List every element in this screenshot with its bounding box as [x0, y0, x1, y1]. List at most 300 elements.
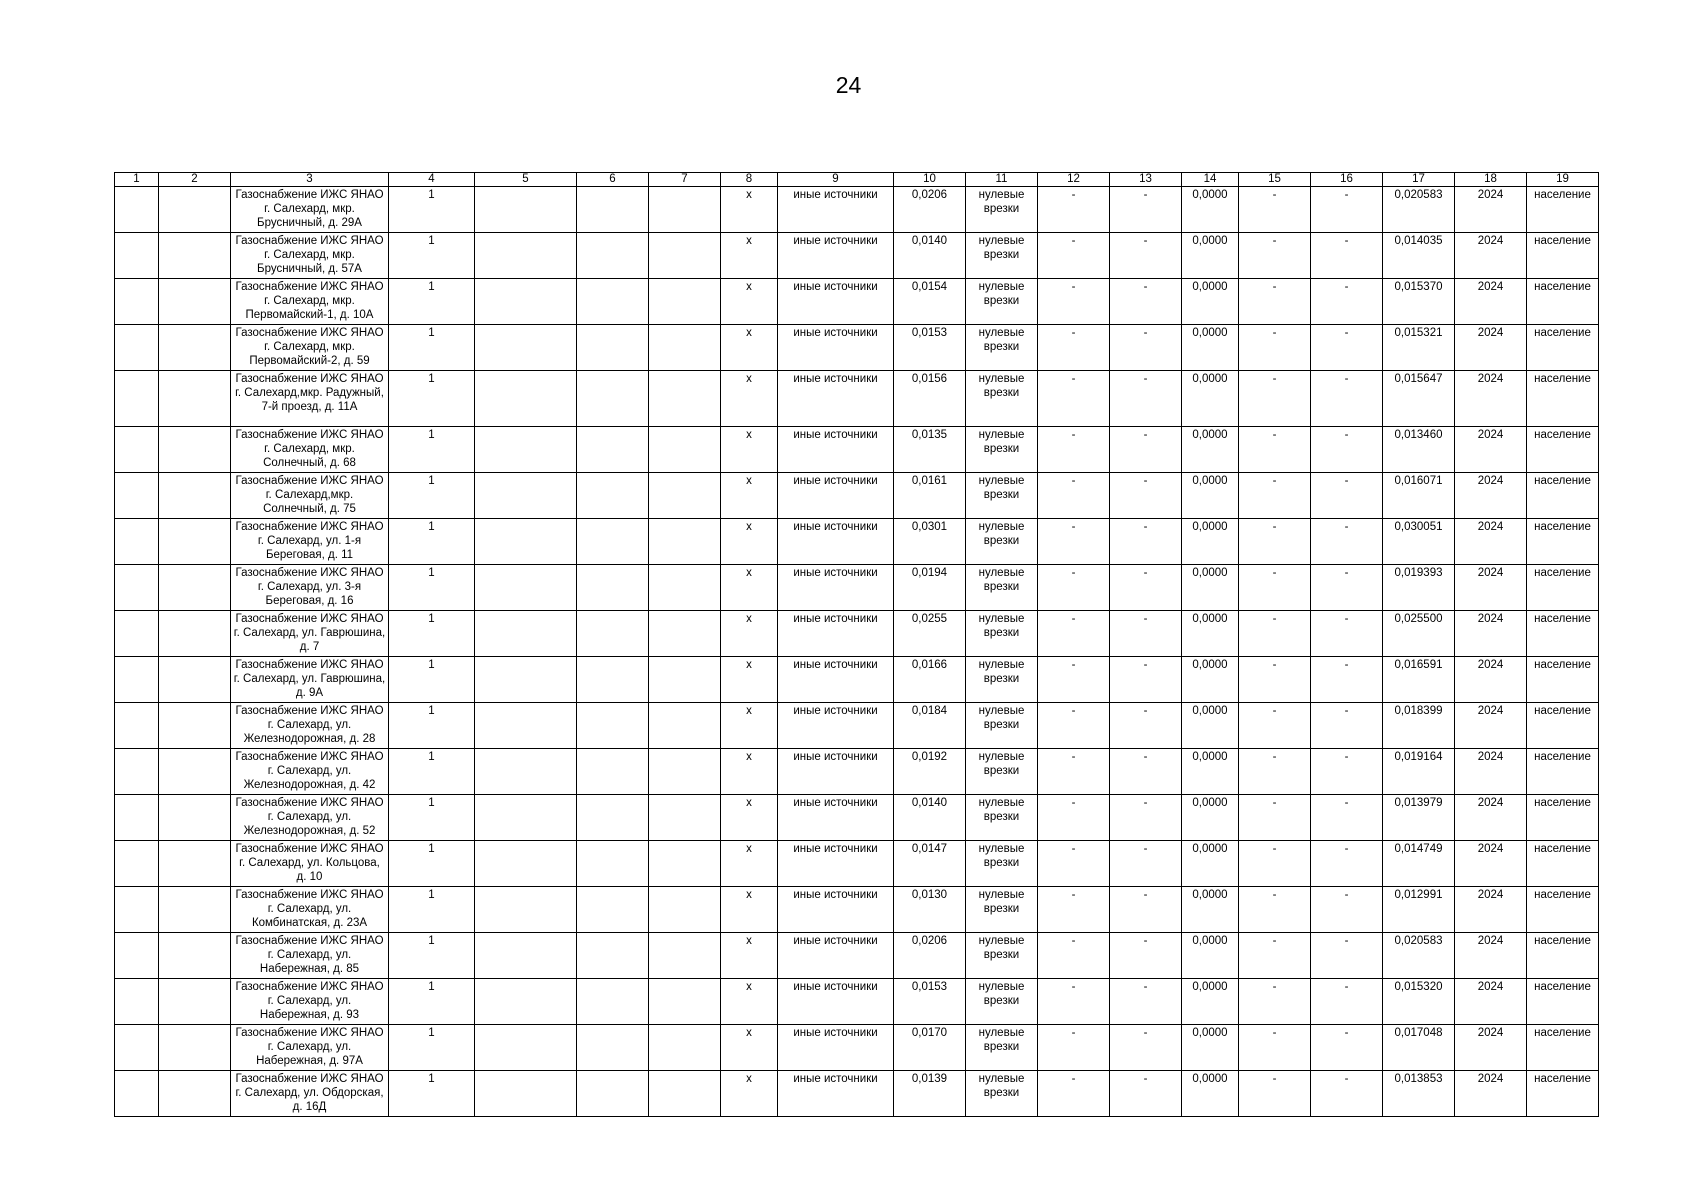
cell-col-9: иные источники: [778, 611, 894, 657]
cell-col-9: иные источники: [778, 279, 894, 325]
cell-col-17: 0,013460: [1383, 427, 1455, 473]
table-row: [115, 233, 1599, 279]
table-row: [115, 841, 1599, 887]
cell-col-7: [649, 749, 721, 795]
cell-col-2: [159, 279, 231, 325]
cell-col-10: 0,0184: [894, 703, 966, 749]
cell-col-11: нулевые врезки: [966, 887, 1038, 933]
column-header-16: 16: [1311, 173, 1383, 187]
column-header-15: 15: [1239, 173, 1311, 187]
cell-col-7: [649, 1071, 721, 1117]
cell-col-9: иные источники: [778, 371, 894, 427]
cell-col-11: нулевые врезки: [966, 1071, 1038, 1117]
cell-col-16: -: [1311, 1071, 1383, 1117]
cell-col-7: [649, 703, 721, 749]
cell-col-3: Газоснабжение ИЖС ЯНАО г. Салехард, мкр. Первомайский-2, д. 59: [231, 325, 389, 371]
cell-col-9: иные источники: [778, 1025, 894, 1071]
cell-col-14: 0,0000: [1182, 703, 1239, 749]
cell-col-17: 0,015321: [1383, 325, 1455, 371]
cell-col-17: 0,025500: [1383, 611, 1455, 657]
cell-col-12: -: [1038, 611, 1110, 657]
cell-col-16: -: [1311, 473, 1383, 519]
cell-col-8: x: [721, 565, 778, 611]
cell-col-3: Газоснабжение ИЖС ЯНАО г. Салехард, ул. Комбинатская, д. 23А: [231, 887, 389, 933]
cell-col-12: -: [1038, 279, 1110, 325]
cell-col-16: -: [1311, 795, 1383, 841]
cell-col-19: население: [1527, 795, 1599, 841]
cell-col-9: иные источники: [778, 427, 894, 473]
cell-col-13: -: [1110, 565, 1182, 611]
cell-col-6: [577, 703, 649, 749]
cell-col-4: 1: [389, 703, 475, 749]
column-header-11: 11: [966, 173, 1038, 187]
cell-col-6: [577, 233, 649, 279]
column-header-10: 10: [894, 173, 966, 187]
cell-col-15: -: [1239, 427, 1311, 473]
cell-col-9: иные источники: [778, 887, 894, 933]
cell-col-6: [577, 841, 649, 887]
cell-col-13: -: [1110, 1025, 1182, 1071]
cell-col-9: иные источники: [778, 749, 894, 795]
cell-col-9: иные источники: [778, 841, 894, 887]
cell-col-6: [577, 887, 649, 933]
cell-col-9: иные источники: [778, 325, 894, 371]
cell-col-15: -: [1239, 795, 1311, 841]
cell-col-1: [115, 473, 159, 519]
cell-col-2: [159, 703, 231, 749]
cell-col-14: 0,0000: [1182, 657, 1239, 703]
column-header-5: 5: [475, 173, 577, 187]
cell-col-14: 0,0000: [1182, 979, 1239, 1025]
cell-col-11: нулевые врезки: [966, 749, 1038, 795]
cell-col-5: [475, 749, 577, 795]
cell-col-6: [577, 657, 649, 703]
cell-col-17: 0,013853: [1383, 1071, 1455, 1117]
cell-col-17: 0,020583: [1383, 933, 1455, 979]
cell-col-15: -: [1239, 887, 1311, 933]
cell-col-14: 0,0000: [1182, 473, 1239, 519]
cell-col-18: 2024: [1455, 371, 1527, 427]
cell-col-5: [475, 841, 577, 887]
table-body: [115, 187, 1599, 1117]
cell-col-1: [115, 933, 159, 979]
cell-col-13: -: [1110, 473, 1182, 519]
cell-col-13: -: [1110, 887, 1182, 933]
cell-col-2: [159, 427, 231, 473]
cell-col-6: [577, 325, 649, 371]
cell-col-10: 0,0255: [894, 611, 966, 657]
cell-col-18: 2024: [1455, 279, 1527, 325]
cell-col-5: [475, 1025, 577, 1071]
cell-col-18: 2024: [1455, 749, 1527, 795]
cell-col-15: -: [1239, 611, 1311, 657]
cell-col-16: -: [1311, 887, 1383, 933]
cell-col-9: иные источники: [778, 979, 894, 1025]
cell-col-5: [475, 703, 577, 749]
column-header-13: 13: [1110, 173, 1182, 187]
cell-col-6: [577, 519, 649, 565]
cell-col-2: [159, 325, 231, 371]
cell-col-5: [475, 657, 577, 703]
cell-col-16: -: [1311, 979, 1383, 1025]
cell-col-18: 2024: [1455, 611, 1527, 657]
cell-col-18: 2024: [1455, 979, 1527, 1025]
cell-col-17: 0,017048: [1383, 1025, 1455, 1071]
cell-col-3: Газоснабжение ИЖС ЯНАО г. Салехард, мкр. Первомайский-1, д. 10А: [231, 279, 389, 325]
cell-col-17: 0,012991: [1383, 887, 1455, 933]
cell-col-1: [115, 279, 159, 325]
cell-col-9: иные источники: [778, 187, 894, 233]
cell-col-8: x: [721, 279, 778, 325]
cell-col-17: 0,019164: [1383, 749, 1455, 795]
cell-col-11: нулевые врезки: [966, 233, 1038, 279]
cell-col-13: -: [1110, 1071, 1182, 1117]
cell-col-12: -: [1038, 933, 1110, 979]
cell-col-7: [649, 611, 721, 657]
cell-col-16: -: [1311, 565, 1383, 611]
cell-col-4: 1: [389, 519, 475, 565]
cell-col-6: [577, 473, 649, 519]
cell-col-5: [475, 187, 577, 233]
cell-col-19: население: [1527, 1025, 1599, 1071]
cell-col-6: [577, 371, 649, 427]
cell-col-17: 0,014035: [1383, 233, 1455, 279]
cell-col-12: -: [1038, 657, 1110, 703]
cell-col-7: [649, 565, 721, 611]
cell-col-18: 2024: [1455, 325, 1527, 371]
cell-col-9: иные источники: [778, 657, 894, 703]
cell-col-7: [649, 371, 721, 427]
cell-col-3: Газоснабжение ИЖС ЯНАО г. Салехард,мкр. Солнечный, д. 75: [231, 473, 389, 519]
cell-col-16: -: [1311, 1025, 1383, 1071]
cell-col-17: 0,016071: [1383, 473, 1455, 519]
cell-col-7: [649, 233, 721, 279]
cell-col-7: [649, 887, 721, 933]
cell-col-13: -: [1110, 519, 1182, 565]
cell-col-6: [577, 933, 649, 979]
cell-col-15: -: [1239, 233, 1311, 279]
cell-col-6: [577, 279, 649, 325]
cell-col-1: [115, 657, 159, 703]
cell-col-12: -: [1038, 233, 1110, 279]
cell-col-8: x: [721, 887, 778, 933]
cell-col-13: -: [1110, 703, 1182, 749]
cell-col-11: нулевые врезки: [966, 325, 1038, 371]
cell-col-16: -: [1311, 611, 1383, 657]
cell-col-19: население: [1527, 325, 1599, 371]
cell-col-15: -: [1239, 565, 1311, 611]
cell-col-2: [159, 933, 231, 979]
cell-col-4: 1: [389, 1025, 475, 1071]
cell-col-13: -: [1110, 933, 1182, 979]
cell-col-7: [649, 657, 721, 703]
table-row: [115, 657, 1599, 703]
cell-col-3: Газоснабжение ИЖС ЯНАО г. Салехард,мкр. Радужный, 7-й проезд, д. 11А: [231, 371, 389, 427]
cell-col-15: -: [1239, 1071, 1311, 1117]
cell-col-1: [115, 703, 159, 749]
cell-col-8: x: [721, 749, 778, 795]
cell-col-18: 2024: [1455, 887, 1527, 933]
column-header-12: 12: [1038, 173, 1110, 187]
cell-col-10: 0,0194: [894, 565, 966, 611]
cell-col-11: нулевые врезки: [966, 1025, 1038, 1071]
cell-col-19: население: [1527, 887, 1599, 933]
cell-col-9: иные источники: [778, 933, 894, 979]
cell-col-8: x: [721, 657, 778, 703]
cell-col-19: население: [1527, 427, 1599, 473]
cell-col-2: [159, 473, 231, 519]
cell-col-12: -: [1038, 427, 1110, 473]
cell-col-11: нулевые врезки: [966, 703, 1038, 749]
cell-col-6: [577, 795, 649, 841]
cell-col-8: x: [721, 1025, 778, 1071]
cell-col-3: Газоснабжение ИЖС ЯНАО г. Салехард, мкр. Брусничный, д. 57А: [231, 233, 389, 279]
cell-col-10: 0,0139: [894, 1071, 966, 1117]
cell-col-5: [475, 611, 577, 657]
cell-col-14: 0,0000: [1182, 749, 1239, 795]
cell-col-13: -: [1110, 841, 1182, 887]
cell-col-3: Газоснабжение ИЖС ЯНАО г. Салехард, ул. Гаврюшина, д. 9А: [231, 657, 389, 703]
cell-col-2: [159, 611, 231, 657]
cell-col-17: 0,014749: [1383, 841, 1455, 887]
cell-col-14: 0,0000: [1182, 795, 1239, 841]
cell-col-18: 2024: [1455, 473, 1527, 519]
cell-col-5: [475, 427, 577, 473]
cell-col-17: 0,018399: [1383, 703, 1455, 749]
cell-col-5: [475, 565, 577, 611]
cell-col-4: 1: [389, 979, 475, 1025]
cell-col-4: 1: [389, 887, 475, 933]
cell-col-8: x: [721, 325, 778, 371]
cell-col-16: -: [1311, 325, 1383, 371]
cell-col-2: [159, 519, 231, 565]
cell-col-1: [115, 233, 159, 279]
cell-col-13: -: [1110, 795, 1182, 841]
cell-col-3: Газоснабжение ИЖС ЯНАО г. Салехард, ул. Железнодорожная, д. 28: [231, 703, 389, 749]
cell-col-12: -: [1038, 519, 1110, 565]
table-row: [115, 611, 1599, 657]
cell-col-1: [115, 887, 159, 933]
cell-col-3: Газоснабжение ИЖС ЯНАО г. Салехард, мкр. Солнечный, д. 68: [231, 427, 389, 473]
cell-col-19: население: [1527, 657, 1599, 703]
cell-col-12: -: [1038, 565, 1110, 611]
cell-col-6: [577, 187, 649, 233]
data-table: [114, 172, 1599, 1117]
cell-col-5: [475, 325, 577, 371]
cell-col-16: -: [1311, 933, 1383, 979]
cell-col-2: [159, 841, 231, 887]
cell-col-6: [577, 749, 649, 795]
cell-col-8: x: [721, 979, 778, 1025]
cell-col-13: -: [1110, 427, 1182, 473]
cell-col-2: [159, 187, 231, 233]
table-row: [115, 795, 1599, 841]
cell-col-17: 0,015370: [1383, 279, 1455, 325]
cell-col-10: 0,0170: [894, 1025, 966, 1071]
cell-col-8: x: [721, 233, 778, 279]
cell-col-4: 1: [389, 611, 475, 657]
cell-col-6: [577, 565, 649, 611]
cell-col-6: [577, 1025, 649, 1071]
cell-col-16: -: [1311, 519, 1383, 565]
cell-col-1: [115, 325, 159, 371]
cell-col-1: [115, 841, 159, 887]
table-row: [115, 325, 1599, 371]
cell-col-11: нулевые врезки: [966, 371, 1038, 427]
cell-col-9: иные источники: [778, 703, 894, 749]
cell-col-5: [475, 933, 577, 979]
cell-col-14: 0,0000: [1182, 233, 1239, 279]
cell-col-15: -: [1239, 841, 1311, 887]
column-header-2: 2: [159, 173, 231, 187]
cell-col-12: -: [1038, 887, 1110, 933]
cell-col-13: -: [1110, 233, 1182, 279]
table-row: [115, 1025, 1599, 1071]
cell-col-14: 0,0000: [1182, 1071, 1239, 1117]
cell-col-14: 0,0000: [1182, 841, 1239, 887]
cell-col-15: -: [1239, 749, 1311, 795]
cell-col-4: 1: [389, 325, 475, 371]
cell-col-18: 2024: [1455, 657, 1527, 703]
cell-col-4: 1: [389, 933, 475, 979]
cell-col-17: 0,015647: [1383, 371, 1455, 427]
cell-col-12: -: [1038, 749, 1110, 795]
cell-col-4: 1: [389, 565, 475, 611]
cell-col-8: x: [721, 933, 778, 979]
cell-col-4: 1: [389, 279, 475, 325]
cell-col-16: -: [1311, 749, 1383, 795]
cell-col-1: [115, 979, 159, 1025]
cell-col-15: -: [1239, 187, 1311, 233]
cell-col-5: [475, 519, 577, 565]
cell-col-2: [159, 1071, 231, 1117]
cell-col-17: 0,013979: [1383, 795, 1455, 841]
cell-col-14: 0,0000: [1182, 427, 1239, 473]
cell-col-5: [475, 233, 577, 279]
cell-col-1: [115, 749, 159, 795]
cell-col-10: 0,0206: [894, 933, 966, 979]
cell-col-10: 0,0206: [894, 187, 966, 233]
cell-col-11: нулевые врезки: [966, 795, 1038, 841]
cell-col-10: 0,0153: [894, 979, 966, 1025]
cell-col-2: [159, 233, 231, 279]
cell-col-9: иные источники: [778, 519, 894, 565]
cell-col-3: Газоснабжение ИЖС ЯНАО г. Салехард, ул. Кольцова, д. 10: [231, 841, 389, 887]
cell-col-5: [475, 795, 577, 841]
cell-col-16: -: [1311, 187, 1383, 233]
column-header-14: 14: [1182, 173, 1239, 187]
cell-col-3: Газоснабжение ИЖС ЯНАО г. Салехард, ул. 3-я Береговая, д. 16: [231, 565, 389, 611]
cell-col-11: нулевые врезки: [966, 933, 1038, 979]
cell-col-10: 0,0153: [894, 325, 966, 371]
cell-col-10: 0,0166: [894, 657, 966, 703]
cell-col-10: 0,0156: [894, 371, 966, 427]
cell-col-16: -: [1311, 233, 1383, 279]
cell-col-2: [159, 371, 231, 427]
cell-col-7: [649, 473, 721, 519]
cell-col-13: -: [1110, 749, 1182, 795]
cell-col-12: -: [1038, 1071, 1110, 1117]
table-row: [115, 371, 1599, 427]
cell-col-4: 1: [389, 657, 475, 703]
cell-col-9: иные источники: [778, 233, 894, 279]
cell-col-8: x: [721, 611, 778, 657]
cell-col-4: 1: [389, 427, 475, 473]
cell-col-15: -: [1239, 279, 1311, 325]
cell-col-1: [115, 187, 159, 233]
cell-col-18: 2024: [1455, 187, 1527, 233]
table-row: [115, 749, 1599, 795]
cell-col-6: [577, 979, 649, 1025]
cell-col-3: Газоснабжение ИЖС ЯНАО г. Салехард, ул. Набережная, д. 85: [231, 933, 389, 979]
column-header-3: 3: [231, 173, 389, 187]
column-header-1: 1: [115, 173, 159, 187]
cell-col-17: 0,020583: [1383, 187, 1455, 233]
cell-col-5: [475, 1071, 577, 1117]
cell-col-3: Газоснабжение ИЖС ЯНАО г. Салехард, мкр. Брусничный, д. 29А: [231, 187, 389, 233]
cell-col-16: -: [1311, 657, 1383, 703]
cell-col-14: 0,0000: [1182, 325, 1239, 371]
cell-col-15: -: [1239, 371, 1311, 427]
cell-col-18: 2024: [1455, 427, 1527, 473]
cell-col-12: -: [1038, 473, 1110, 519]
cell-col-14: 0,0000: [1182, 565, 1239, 611]
cell-col-12: -: [1038, 703, 1110, 749]
cell-col-9: иные источники: [778, 1071, 894, 1117]
cell-col-10: 0,0135: [894, 427, 966, 473]
cell-col-17: 0,030051: [1383, 519, 1455, 565]
cell-col-6: [577, 427, 649, 473]
table-row: [115, 979, 1599, 1025]
cell-col-2: [159, 565, 231, 611]
cell-col-15: -: [1239, 1025, 1311, 1071]
cell-col-7: [649, 979, 721, 1025]
cell-col-19: население: [1527, 703, 1599, 749]
cell-col-5: [475, 371, 577, 427]
cell-col-7: [649, 933, 721, 979]
cell-col-7: [649, 427, 721, 473]
cell-col-11: нулевые врезки: [966, 611, 1038, 657]
cell-col-19: население: [1527, 841, 1599, 887]
cell-col-18: 2024: [1455, 795, 1527, 841]
table-row: [115, 187, 1599, 233]
cell-col-15: -: [1239, 703, 1311, 749]
cell-col-3: Газоснабжение ИЖС ЯНАО г. Салехард, ул. 1-я Береговая, д. 11: [231, 519, 389, 565]
cell-col-19: население: [1527, 233, 1599, 279]
cell-col-13: -: [1110, 279, 1182, 325]
cell-col-3: Газоснабжение ИЖС ЯНАО г. Салехард, ул. Железнодорожная, д. 42: [231, 749, 389, 795]
cell-col-10: 0,0301: [894, 519, 966, 565]
cell-col-16: -: [1311, 841, 1383, 887]
cell-col-12: -: [1038, 1025, 1110, 1071]
table-row: [115, 1071, 1599, 1117]
cell-col-17: 0,019393: [1383, 565, 1455, 611]
table-row: [115, 279, 1599, 325]
cell-col-13: -: [1110, 371, 1182, 427]
cell-col-7: [649, 279, 721, 325]
cell-col-12: -: [1038, 841, 1110, 887]
table-row: [115, 473, 1599, 519]
cell-col-5: [475, 473, 577, 519]
cell-col-7: [649, 325, 721, 371]
cell-col-11: нулевые врезки: [966, 427, 1038, 473]
cell-col-12: -: [1038, 187, 1110, 233]
cell-col-1: [115, 795, 159, 841]
cell-col-8: x: [721, 519, 778, 565]
page-number: 24: [835, 72, 862, 98]
cell-col-4: 1: [389, 233, 475, 279]
cell-col-16: -: [1311, 279, 1383, 325]
